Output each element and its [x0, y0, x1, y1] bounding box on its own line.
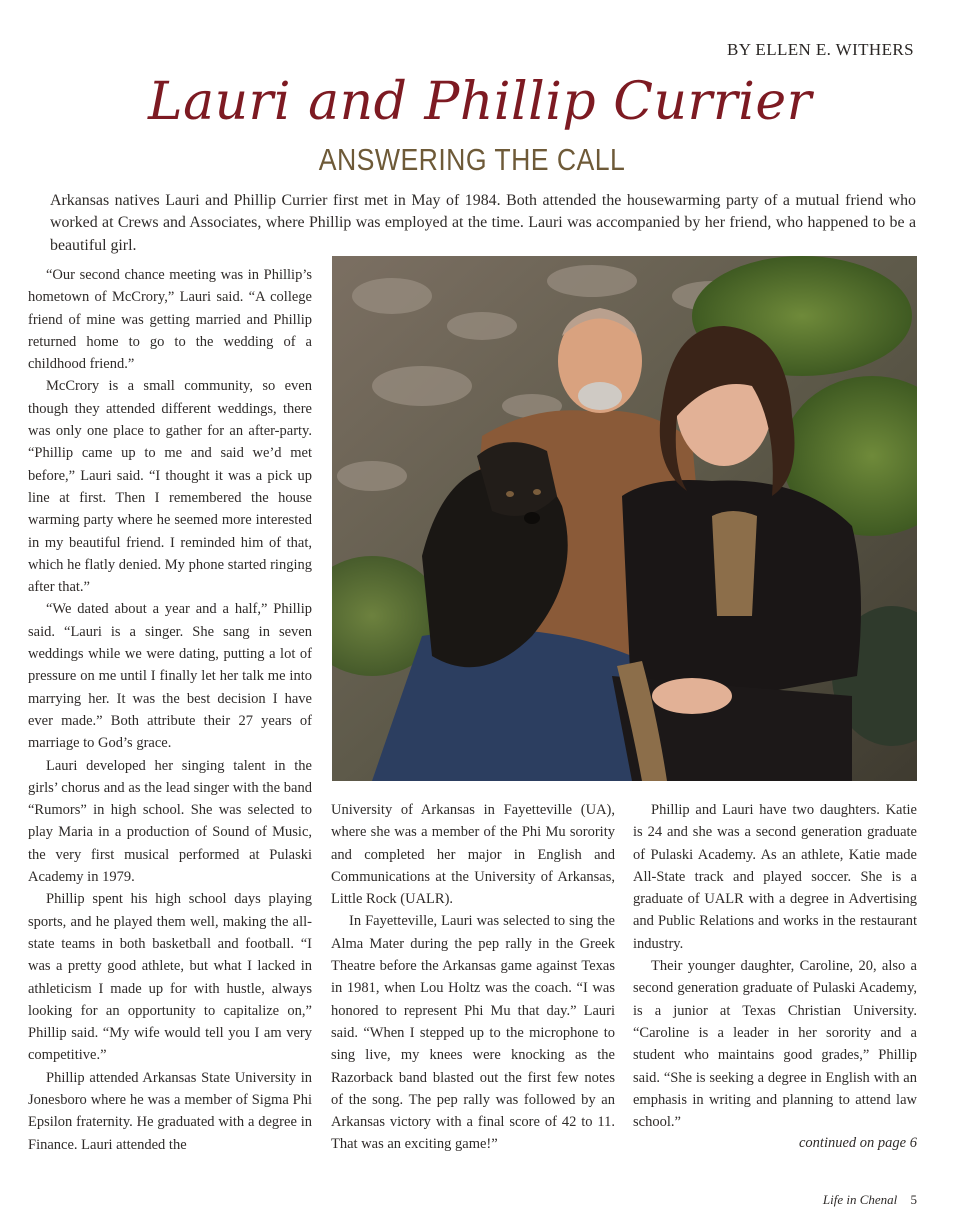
paragraph: Phillip and Lauri have two daughters. Katie is 24 and she was a second generation graduate of Pulaski Academy. As an athlete, Katie made All-State track and played soccer. She is a graduate of UALR with a degree in Advertising and Public Relations and works in the restaurant industry.	[633, 802, 917, 952]
magazine-name: Life in Chenal	[822, 1192, 898, 1207]
article-column-3	[633, 799, 917, 1133]
article-subtitle: ANSWERING THE CALL	[318, 142, 626, 177]
page-footer	[823, 1192, 917, 1208]
paragraph: “Our second chance meeting was in Phillip’s hometown of McCrory,” Lauri said. “A college friend of mine was getting married and Phillip returned home to go to the wedding of a childhood friend.”	[28, 267, 312, 373]
paragraph: “We dated about a year and a half,” Phillip said. “Lauri is a singer. She sang in seven weddings while we were dating, putting a lot of pressure on me until I finally let her talk me into marrying her. It was the best decision I have ever made.” Both attribute their 27 years of marriage to God’s grace.	[28, 601, 312, 752]
article-column-2	[331, 799, 615, 1156]
paragraph: Their younger daughter, Caroline, 20, also a second generation graduate of Pulaski Academy, is a junior at Texas Christian University. “Caroline is a leader in her sorority and a student who maintains good grades,” Phillip said. “She is seeking a degree in English with an emphasis in writing and planning to attend law school.”	[633, 958, 917, 1131]
byline: BY ELLEN E. WITHERS	[726, 40, 914, 59]
paragraph: Phillip attended Arkansas State University in Jonesboro where he was a member of Sigma Phi Epsilon fraternity. He graduated with a degree in Finance. Lauri attended the	[28, 1069, 312, 1153]
article-title: Lauri and Phillip Currier	[148, 72, 812, 132]
paragraph: In Fayetteville, Lauri was selected to sing the Alma Mater during the pep rally in the Greek Theatre before the Arkansas game against Texas in 1981, when Lou Holtz was the coach. “I was honored to represent Phi Mu that day.” Lauri said. “When I stepped up to the microphone to sing live, my knees were knocking as the Razorback band blasted out the first few notes of the song. The pep rally was followed by an Arkansas victory with a final score of 42 to 11. That was an exciting game!”	[331, 913, 615, 1153]
paragraph: McCrory is a small community, so even though they attended different weddings, there was only one place to gather for an after-party. “Phillip came up to me and said we’d met before,” Lauri said. “I thought it was a pick up line at first. Then I remembered the house warming party where he seemed more interested in my beautiful friend. I reminded him of that, which he flatly denied. My phone started ringing after that.”	[28, 378, 312, 596]
couple-with-dog-photo	[332, 256, 917, 781]
article-column-1	[28, 264, 312, 1156]
page-number: 5	[910, 1192, 917, 1207]
paragraph: Lauri developed her singing talent in the girls’ chorus and as the lead singer with the band “Rumors” in high school. She was selected to play Maria in a production of Sound of Music, the very first musical performed at Pulaski Academy in 1979.	[28, 757, 312, 886]
paragraph: University of Arkansas in Fayetteville (UA), where she was a member of the Phi Mu sorority and completed her major in English and Communications at the University of Arkansas, Little Rock (UALR).	[331, 802, 615, 908]
intro-paragraph: Arkansas natives Lauri and Phillip Currier first met in May of 1984. Both attended the housewarming party of a mutual friend who worked at Crews and Associates, where Phillip was employed at the time. Lauri was accompanied by her friend, who happened to be a beautiful girl.	[50, 192, 916, 254]
paragraph: Phillip spent his high school days playing sports, and he played them well, making the all-state teams in both basketball and football. “I was a pretty good athlete, but what I lacked in athleticism I made up for with hustle, always looking for an opportunity to capitalize on,” Phillip said. “My wife would tell you I am very competitive.”	[28, 891, 312, 1064]
continued-note: continued on page 6	[799, 1135, 917, 1151]
